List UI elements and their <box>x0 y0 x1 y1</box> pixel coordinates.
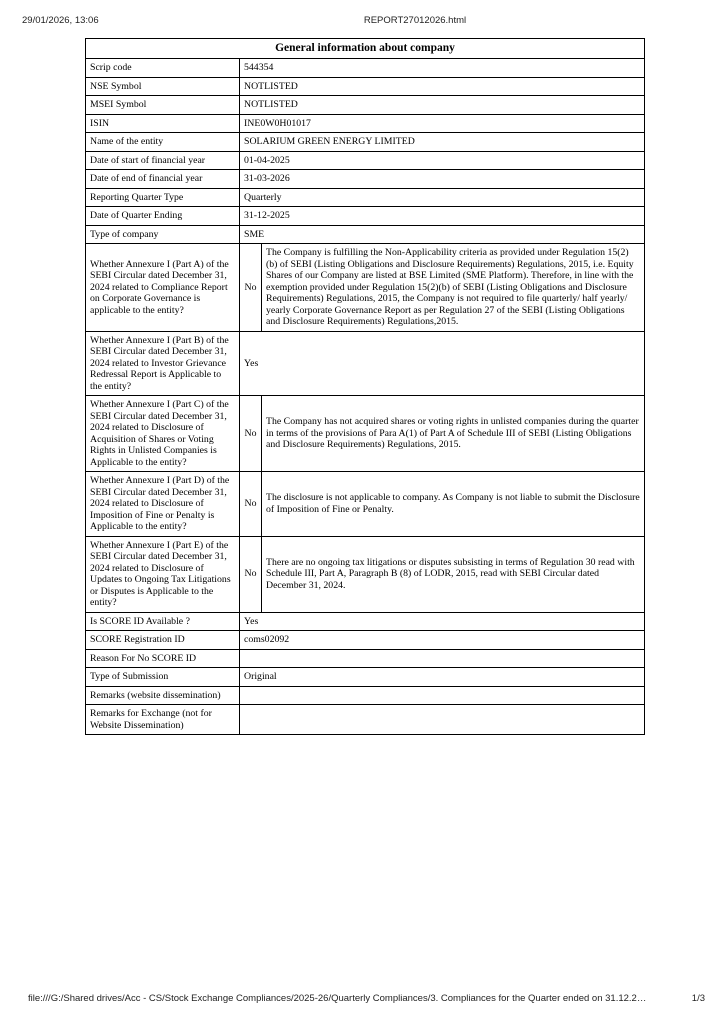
table-row <box>86 207 645 226</box>
row-remark: There are no ongoing tax litigations or disputes subsisting in terms of Regulation 30 read with Schedule III, Part A, Paragraph B (8) of LODR, 2015, read with SEBI Circular dated December 31, 2024. <box>262 536 645 612</box>
table-row <box>86 649 645 668</box>
row-value: 544354 <box>240 59 645 78</box>
row-value: coms02092 <box>240 631 645 650</box>
row-label: Date of start of financial year <box>86 151 240 170</box>
table-title: General information about company <box>86 39 645 59</box>
table-row <box>86 612 645 631</box>
table-row <box>86 705 645 735</box>
row-value: Yes <box>240 612 645 631</box>
row-value <box>240 649 645 668</box>
row-label: Reason For No SCORE ID <box>86 649 240 668</box>
row-label: Name of the entity <box>86 133 240 152</box>
row-value: Original <box>240 668 645 687</box>
row-label: Reporting Quarter Type <box>86 188 240 207</box>
row-answer: Yes <box>240 331 645 396</box>
row-label: Date of end of financial year <box>86 170 240 189</box>
report-table-body <box>86 39 645 735</box>
print-datetime: 29/01/2026, 13:06 <box>22 15 99 26</box>
table-row <box>86 151 645 170</box>
table-row <box>86 686 645 705</box>
row-answer: No <box>240 244 262 332</box>
row-label: Whether Annexure I (Part C) of the SEBI Circular dated December 31, 2024 related to Disclosure of Acquisition of Shares or Voting Rights in Unlisted Companies is Applicable to the entity? <box>86 396 240 472</box>
row-label: Type of Submission <box>86 668 240 687</box>
row-label: Whether Annexure I (Part E) of the SEBI Circular dated December 31, 2024 related to Disclosure of Updates to Ongoing Tax Litigations or Disputes is Applicable to the entity? <box>86 536 240 612</box>
row-value: SME <box>240 225 645 244</box>
row-answer: No <box>240 536 262 612</box>
table-row <box>86 244 645 332</box>
row-label: Type of company <box>86 225 240 244</box>
row-value: 31-12-2025 <box>240 207 645 226</box>
print-document-filename: REPORT27012026.html <box>363 15 467 26</box>
row-value: NOTLISTED <box>240 96 645 115</box>
row-label: SCORE Registration ID <box>86 631 240 650</box>
table-row <box>86 188 645 207</box>
table-row <box>86 536 645 612</box>
row-label: Remarks for Exchange (not for Website Dissemination) <box>86 705 240 735</box>
row-answer: No <box>240 396 262 472</box>
row-value: Quarterly <box>240 188 645 207</box>
print-page-number: 1/3 <box>691 993 705 1004</box>
table-title-row <box>86 39 645 59</box>
table-row <box>86 96 645 115</box>
table-row <box>86 396 645 472</box>
table-row <box>86 114 645 133</box>
table-row <box>86 472 645 537</box>
print-file-path: file:///G:/Shared drives/Acc - CS/Stock Exchange Compliances/2025-26/Quarterly Compliances/3. Compliances for the Quarter ended on 31.12.2… <box>28 993 647 1004</box>
table-row <box>86 225 645 244</box>
row-answer: No <box>240 472 262 537</box>
row-label: Whether Annexure I (Part A) of the SEBI Circular dated December 31, 2024 related to Compliance Report on Corporate Governance is applicable to the entity? <box>86 244 240 332</box>
row-value <box>240 686 645 705</box>
table-row <box>86 631 645 650</box>
row-label: MSEI Symbol <box>86 96 240 115</box>
row-label: Whether Annexure I (Part D) of the SEBI Circular dated December 31, 2024 related to Disclosure of Imposition of Fine or Penalty is Applicable to the entity? <box>86 472 240 537</box>
table-row <box>86 331 645 396</box>
row-value: 01-04-2025 <box>240 151 645 170</box>
row-value <box>240 705 645 735</box>
row-label: ISIN <box>86 114 240 133</box>
table-row <box>86 77 645 96</box>
row-value: SOLARIUM GREEN ENERGY LIMITED <box>240 133 645 152</box>
row-value: 31-03-2026 <box>240 170 645 189</box>
table-row <box>86 668 645 687</box>
table-row <box>86 170 645 189</box>
table-row <box>86 59 645 78</box>
row-label: Date of Quarter Ending <box>86 207 240 226</box>
print-header <box>0 15 724 27</box>
row-value: INE0W0H01017 <box>240 114 645 133</box>
row-remark: The Company has not acquired shares or voting rights in unlisted companies during the quarter in terms of the provisions of Para A(1) of Part A of Schedule III of SEBI (Listing Obligations and Disclosure Requirements) Regulations, 2015. <box>262 396 645 472</box>
row-remark: The disclosure is not applicable to company. As Company is not liable to submit the Disclosure of Imposition of Fine or Penalty. <box>262 472 645 537</box>
row-label: Whether Annexure I (Part B) of the SEBI Circular dated December 31, 2024 related to Investor Grievance Redressal Report is Applicable to the entity? <box>86 331 240 396</box>
row-label: Scrip code <box>86 59 240 78</box>
row-label: Is SCORE ID Available ? <box>86 612 240 631</box>
row-label: Remarks (website dissemination) <box>86 686 240 705</box>
row-remark: The Company is fulfilling the Non-Applicability criteria as provided under Regulation 15(2)(b) of SEBI (Listing Obligations and Disclosure Requirements) Regulations, 2015, i.e. Equity Shares of our Company are listed at BSE Limited (SME Platform). Therefore, in line with the exemption provided under Regulation 15(2)(b) of SEBI (Listing Obligations and Disclosure Requirements) Regulations, 2015, the Company is not required to file quarterly/ half yearly/ yearly Corporate Governance Report as per Regulation 27 of the SEBI (Listing Obligations and Disclosure Requirements) Regulations,2015. <box>262 244 645 332</box>
table-row <box>86 133 645 152</box>
print-footer <box>28 993 705 1004</box>
general-information-table <box>85 38 645 735</box>
row-value: NOTLISTED <box>240 77 645 96</box>
row-label: NSE Symbol <box>86 77 240 96</box>
